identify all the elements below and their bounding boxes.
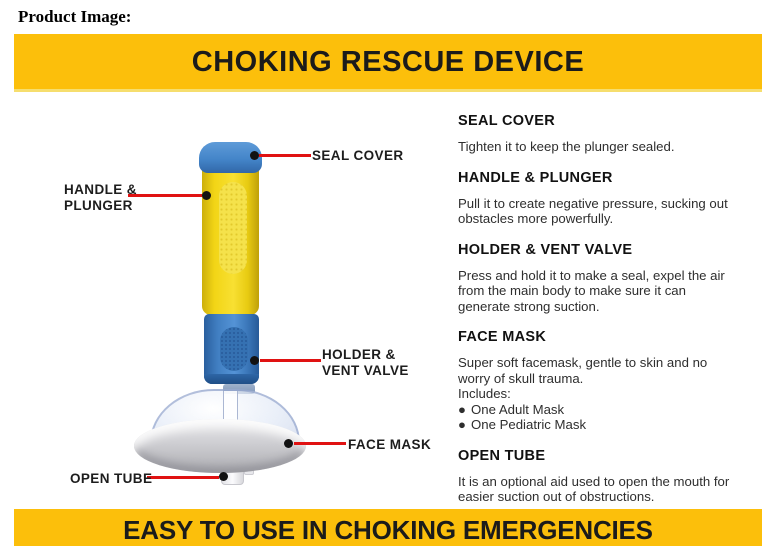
spec-title: FACE MASK (458, 329, 547, 345)
spec-includes-label: Includes: (458, 386, 511, 401)
leader-dot-holder-vent-valve (250, 356, 259, 365)
callout-label-open-tube: OPEN TUBE (70, 471, 153, 486)
spec-title: HOLDER & VENT VALVE (458, 241, 633, 258)
bullet-icon: ● (458, 401, 466, 417)
spec-body: Press and hold it to make a seal, expel the air from the main body to make sure it can generate strong suction. (458, 267, 725, 314)
leader-dot-face-mask (284, 439, 293, 448)
spec-section-seal-cover (458, 113, 738, 155)
spec-body: Tighten it to keep the plunger sealed. (458, 139, 675, 154)
leader-line-holder-vent-valve (260, 359, 321, 362)
leader-line-seal-cover (259, 154, 311, 157)
spec-includes-list (458, 402, 738, 433)
callout-label-handle-plunger: HANDLE & PLUNGER (64, 182, 137, 213)
device-holder-vent-texture (220, 327, 248, 371)
top-banner-text: CHOKING RESCUE DEVICE (191, 46, 585, 78)
spec-body: It is an optional aid used to open the mouth for easier suction out of obstructions. (458, 473, 730, 504)
callout-label-seal-cover: SEAL COVER (312, 148, 404, 163)
top-banner (14, 34, 762, 92)
callout-label-holder-vent-valve: HOLDER & VENT VALVE (322, 347, 409, 378)
list-item (458, 402, 738, 418)
leader-line-open-tube (147, 476, 219, 479)
spec-section-open-tube (458, 448, 738, 505)
device-mask-cushion (134, 419, 306, 473)
spec-title: OPEN TUBE (458, 447, 546, 464)
bullet-icon: ● (458, 417, 466, 432)
leader-dot-seal-cover (250, 151, 259, 160)
page-title: Product Image: (18, 7, 132, 26)
spec-title: SEAL COVER (458, 113, 556, 129)
spec-section-handle-plunger (458, 170, 738, 227)
leader-dot-open-tube (219, 472, 228, 481)
spec-section-face-mask (458, 329, 738, 433)
list-item (458, 417, 738, 433)
spec-column (458, 113, 738, 520)
bottom-banner-text: EASY TO USE IN CHOKING EMERGENCIES (123, 515, 653, 545)
device-holder-ring (204, 374, 259, 384)
spec-section-holder-vent-valve (458, 242, 738, 315)
device-handle-grip-texture (219, 182, 247, 274)
spec-body: Pull it to create negative pressure, sucking out obstacles more powerfully. (458, 195, 728, 226)
spec-body: Super soft facemask, gentle to skin and no worry of skull trauma. (458, 355, 708, 386)
callout-label-face-mask: FACE MASK (348, 437, 432, 452)
list-item-text: One Adult Mask (471, 401, 565, 417)
leader-dot-handle-plunger (202, 191, 211, 200)
list-item-text: One Pediatric Mask (471, 417, 587, 432)
spec-title: HANDLE & PLUNGER (458, 169, 613, 186)
leader-line-face-mask (294, 442, 346, 445)
